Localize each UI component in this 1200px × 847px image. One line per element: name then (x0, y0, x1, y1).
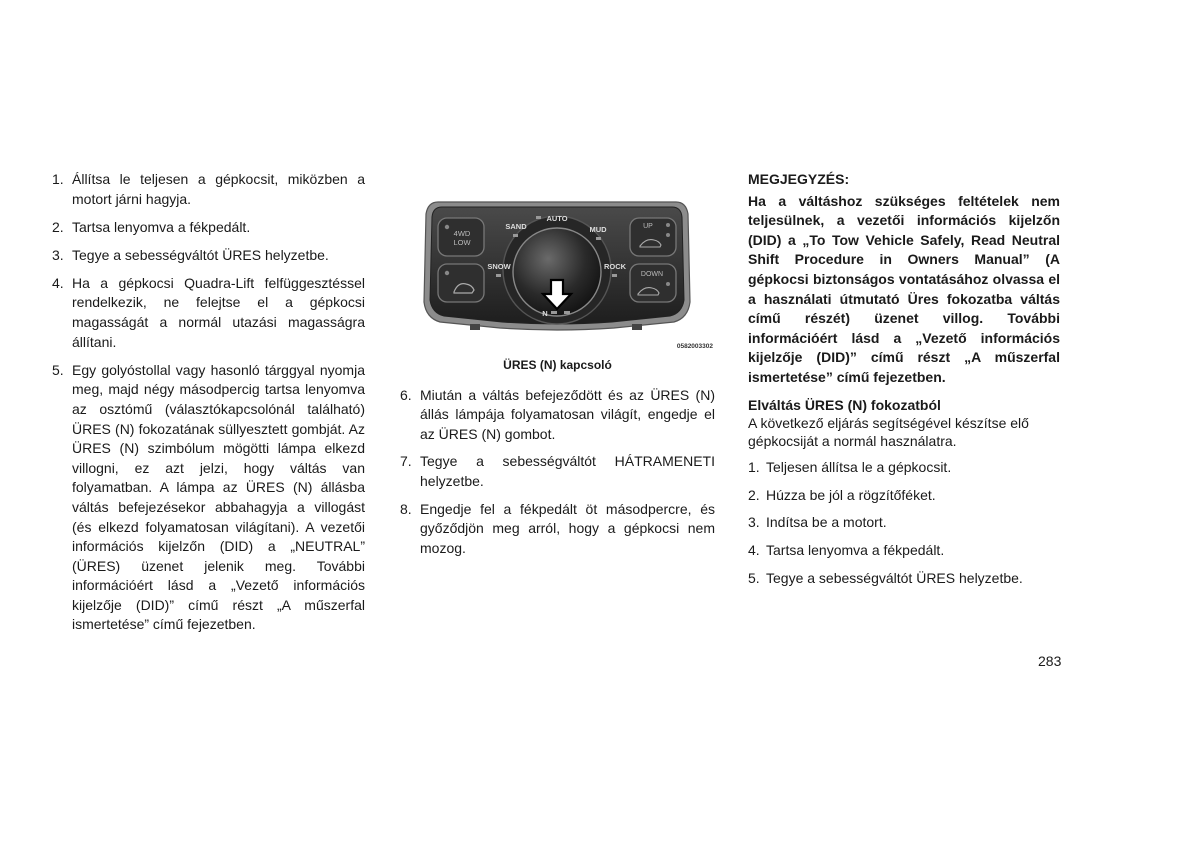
figure-code: 0582003302 (676, 343, 713, 350)
list-item (52, 274, 365, 352)
section-title: Elváltás ÜRES (N) fokozatból (748, 396, 941, 413)
item-text: Tartsa lenyomva a fékpedált. (766, 541, 945, 558)
indicator-lamp-icon (513, 234, 518, 237)
item-text: Tartsa lenyomva a fékpedált. (72, 218, 251, 235)
figure-caption: ÜRES (N) kapcsoló (503, 358, 612, 372)
up-label: UP (643, 223, 653, 230)
item-text: Indítsa be a motort. (766, 514, 887, 531)
item-text: Húzza be jól a rögzítőféket. (766, 486, 936, 503)
item-text: Teljesen állítsa le a gépkocsit. (766, 459, 952, 476)
list-item (400, 386, 715, 445)
4wd-label: 4WD (453, 229, 471, 238)
neutral-label: N (542, 309, 548, 318)
list-item (400, 500, 715, 559)
indicator-lamp-icon (445, 271, 449, 275)
hill-descent-button[interactable] (438, 264, 484, 302)
procedure-list-left (52, 170, 365, 635)
indicator-lamp-icon (496, 274, 501, 277)
list-item (400, 452, 715, 491)
indicator-lamp-icon (612, 274, 617, 277)
item-text: Egy golyóstollal vagy hasonló tárggyal nyomja meg, majd négy másodpercig tartsa lenyomva az osztómű (választókapcsolónál található) ÜRES (N) fokozatának süllyesztett gombját. Az ÜRES (N) szimbólum mögötti lámpa elkezd villogni, ez azt jelzi, hogy váltás van folyamatban. A lámpa az ÜRES (N) állásba váltás befejezésekor abbahagyja a villogást (és elkezd folyamatosan világítani). A vezetői információs kijelzőn (DID) a „NEUTRAL” (ÜRES) üzenet jelenik meg. További információért lásd a „Vezető információs kijelzője (DID)” című részt „A műszerfal ismertetése” című fejezetben. (72, 361, 365, 633)
item-number: 4. (52, 274, 64, 291)
item-number: 3. (748, 514, 760, 531)
selector-switch-figure (400, 190, 715, 350)
mount-tab-right (632, 324, 642, 330)
item-text: Állítsa le teljesen a gépkocsit, miközben a motort járni hagyja. (72, 171, 365, 207)
list-item (748, 486, 1060, 506)
item-number: 5. (748, 569, 760, 586)
indicator-lamp-icon (536, 216, 541, 219)
item-number: 8. (400, 500, 412, 517)
note-title: MEGJEGYZÉS: (748, 171, 850, 187)
list-item (748, 569, 1060, 589)
note-body: Ha a váltáshoz szükséges feltételek nem teljesülnek, a vezetői információs kijelzőn (DID) a „To Tow Vehicle Safely, Read Neutral Shift Procedure in Owners Manual” (A gépkocsi biztonságos vontatásához olvassa el a használati útmutató Üres fokozatba váltás című részét) üzenet villog. További információért lásd a „Vezető információs kijelzője (DID)” című részt „A műszerfal ismertetése” című fejezetben. (748, 192, 1060, 385)
indicator-lamp-icon (666, 282, 670, 286)
item-text: Ha a gépkocsi Quadra-Lift felfüggesztéssel rendelkezik, ne felejtse el a gépkocsi magasságát a normál utazási magasságra állítani. (72, 274, 365, 350)
left-column (52, 170, 365, 644)
indicator-lamp-icon (666, 233, 670, 237)
list-item (52, 218, 365, 238)
item-number: 1. (52, 171, 64, 187)
indicator-lamp-icon (666, 223, 670, 227)
mode-snow-label: SNOW (487, 262, 511, 271)
item-number: 1. (748, 459, 760, 476)
mount-tab-left (470, 324, 480, 330)
item-number: 6. (400, 386, 412, 403)
low-label: LOW (453, 238, 471, 247)
mode-sand-label: SAND (505, 222, 527, 231)
indicator-lamp-icon (445, 225, 449, 229)
mode-mud-label: MUD (589, 225, 607, 234)
procedure-list-middle (400, 386, 715, 559)
item-text: Engedje fel a fékpedált öt másodpercre, és győződjön meg arról, hogy a gépkocsi nem mozog. (420, 500, 715, 556)
list-item (52, 361, 365, 635)
down-label: DOWN (640, 271, 664, 278)
item-text: Tegye a sebességváltót ÜRES helyzetbe. (766, 569, 1023, 586)
middle-column (400, 190, 715, 566)
list-item (52, 246, 365, 266)
terrain-selector-illustration (400, 190, 715, 350)
item-number: 2. (52, 218, 64, 235)
mode-auto-label: AUTO (546, 214, 568, 223)
item-number: 4. (748, 541, 760, 558)
neutral-button[interactable] (564, 311, 570, 314)
list-item (748, 513, 1060, 533)
section-intro: A következő eljárás segítségével készítse elő gépkocsiját a normál használatra. (748, 415, 1029, 449)
list-item (748, 541, 1060, 561)
item-number: 2. (748, 486, 760, 503)
list-item (748, 458, 1060, 478)
list-item (52, 170, 365, 209)
procedure-list-right (748, 458, 1060, 588)
item-text: Miután a váltás befejeződött és az ÜRES (N) állás lámpája folyamatosan világít, engedje el az ÜRES (N) gombot. (420, 386, 715, 442)
right-column (748, 170, 1060, 596)
indicator-lamp-icon (596, 237, 601, 240)
page-number: 283 (1038, 653, 1062, 669)
item-number: 7. (400, 453, 412, 470)
mode-rock-label: ROCK (603, 262, 627, 271)
item-text: Tegye a sebességváltót ÜRES helyzetbe. (72, 246, 329, 263)
neutral-lamp-icon (551, 311, 557, 314)
item-number: 5. (52, 361, 64, 378)
item-text: Tegye a sebességváltót HÁTRAMENETI helyzetbe. (420, 453, 715, 489)
item-number: 3. (52, 246, 64, 263)
